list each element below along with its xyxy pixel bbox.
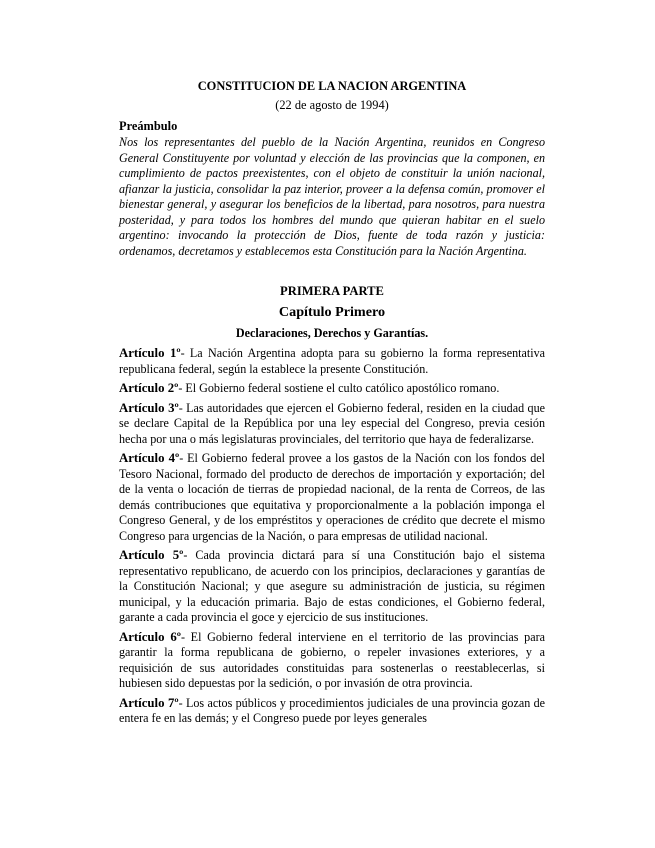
article-text: - Los actos públicos y procedimientos judiciales de una provincia gozan de entera fe en las demás; y el Congreso puede por leyes generales <box>119 695 546 725</box>
article-label: Artículo 1º <box>119 346 181 360</box>
article-text: - La Nación Argentina adopta para su gobierno la forma representativa republicana federal, según la establece la presente Constitución. <box>119 346 546 376</box>
article-label: Artículo 5º <box>119 548 184 562</box>
article-2 <box>119 381 545 397</box>
article-text: - El Gobierno federal sostiene el culto católico apostólico romano. <box>178 381 500 395</box>
article-text: - El Gobierno federal interviene en el territorio de las provincias para garantir la forma republicana de gobierno, o repeler invasiones exteriores, y a requisición de sus autoridades constituidas para sostenerlas o reestablecerlas, si hubiesen sido depuestas por la sedición, o por invasión de otra provincia. <box>119 629 545 690</box>
preamble-text: Nos los representantes del pueblo de la Nación Argentina, reunidos en Congreso General Constituyente por voluntad y elección de las provincias que la componen, en cumplimiento de pactos preexistentes, con el objeto de constituir la unión nacional, afianzar la justicia, consolidar la paz interior, proveer a la defensa común, promover el bienestar general, y asegurar los beneficios de la libertad, para nosotros, para nuestra posteridad, y para todos los hombres del mundo que quieran habitar en el suelo argentino: invocando la protección de Dios, fuente de toda razón y justicia: ordenamos, decretamos y establecemos esta Constitución para la Nación Argentina. <box>119 135 545 258</box>
chapter-title: Capítulo Primero <box>278 304 386 320</box>
article-text: - Las autoridades que ejercen el Gobierno federal, residen en la ciudad que se declare Capital de la República por una ley especial del Congreso, previa cesión hecha por una o más legislaturas provinciales, del territorio que haya de federalizarse. <box>119 400 545 446</box>
document-date: (22 de agosto de 1994) <box>275 98 389 112</box>
article-6 <box>119 630 545 692</box>
article-3 <box>119 401 545 448</box>
part-title: PRIMERA PARTE <box>280 284 384 298</box>
article-label: Artículo 3º <box>119 400 179 415</box>
preamble <box>119 118 545 259</box>
article-label: Artículo 7º <box>119 695 179 710</box>
article-label: Artículo 6º <box>119 629 181 644</box>
document-page <box>119 78 545 731</box>
article-label: Artículo 2º <box>119 381 179 395</box>
article-text: - El Gobierno federal provee a los gastos de la Nación con los fondos del Tesoro Nacional, formado del producto de derechos de importación y exportación; del de la venta o locación de tierras de propiedad nacional, de la renta de Correos, de las demás contribuciones que equitativa y proporcionalmente a la población imponga el Congreso General, y de los empréstitos y operaciones de crédito que decrete el mismo Congreso para urgencias de la Nación, o para empresas de utilidad nacional. <box>119 451 545 543</box>
article-5 <box>119 548 545 626</box>
article-4 <box>119 451 545 544</box>
preamble-heading: Preámbulo <box>119 119 178 133</box>
article-text: - Cada provincia dictará para sí una Constitución bajo el sistema representativo republicano, de acuerdo con los principios, declaraciones y garantías de la Constitución Nacional; y que asegure su administración de justicia, su régimen municipal, y la educación primaria. Bajo de estas condiciones, el Gobierno federal, garante a cada provincia el goce y ejercicio de sus instituciones. <box>119 548 546 624</box>
article-label: Artículo 4º <box>119 451 180 465</box>
section-title: Declaraciones, Derechos y Garantías. <box>235 326 429 340</box>
document-title: CONSTITUCION DE LA NACION ARGENTINA <box>197 79 467 93</box>
article-7 <box>119 696 545 727</box>
article-1 <box>119 346 545 377</box>
